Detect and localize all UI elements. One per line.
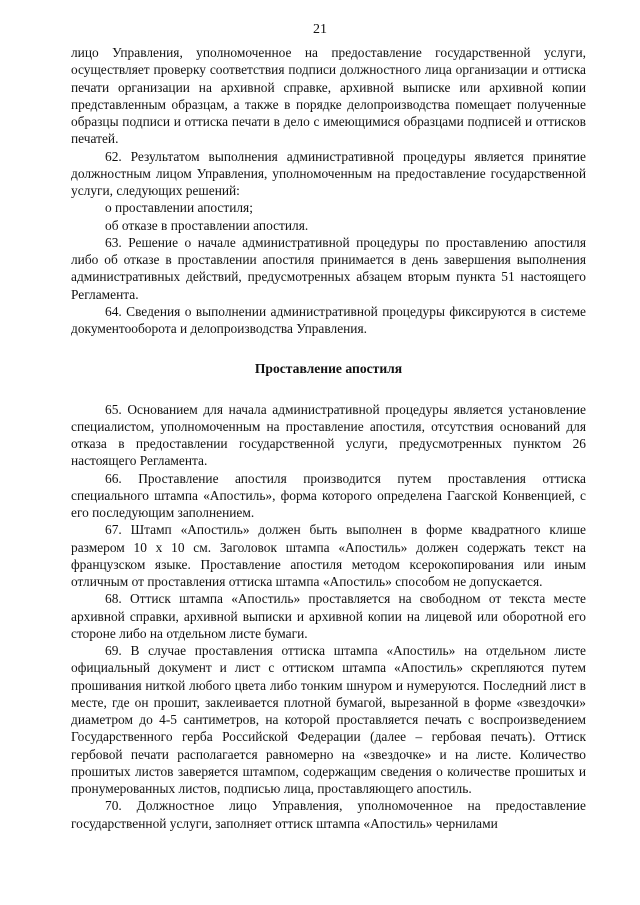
paragraph-64: 64. Сведения о выполнении административной процедуры фиксируются в системе документооборота и делопроизводства Управления. — [71, 303, 586, 336]
paragraph-62: 62. Результатом выполнения административной процедуры является принятие должностным лицом Управления, уполномоченным на предоставление государственной услуги, следующих решений: — [71, 148, 586, 198]
page-number: 21 — [313, 22, 327, 37]
paragraph-62-item-1: о проставлении апостиля; — [105, 200, 253, 216]
paragraph-70: 70. Должностное лицо Управления, уполномоченное на предоставление государственной услуги, заполняет оттиск штампа «Апостиль» чернилами — [71, 798, 586, 831]
document-body — [71, 44, 586, 832]
paragraph-63: 63. Решение о начале административной процедуры по проставлению апостиля либо об отказе в проставлении апостиля принимается в день завершения выполнения административных действий, предусмотренных абзацем вторым пункта 51 настоящего Регламента. — [71, 234, 586, 302]
paragraph-intro-continuation: лицо Управления, уполномоченное на предоставление государственной услуги, осуществляет проверку соответствия подписи должностного лица организации и оттиска печати организации на архивной справке, архивной выписке или архивной копии представленным образцам, а также в порядке делопроизводства помещает полученные образцы подписи и оттиска печати в дело с имеющимися образцами подписей и оттисков печатей. — [71, 45, 586, 147]
paragraph-67: 67. Штамп «Апостиль» должен быть выполнен в форме квадратного клише размером 10 x 10 см. Заголовок штампа «Апостиль» должен содержать текст на французском языке. Проставление апостиля методом ксерокопирования или иным отличным от проставления оттиска штампа «Апостиль» способом не допускается. — [71, 522, 586, 589]
paragraph-69: 69. В случае проставления оттиска штампа «Апостиль» на отдельном листе официальный документ и лист с оттиском штампа «Апостиль» скрепляются путем прошивания ниткой любого цвета либо тонким шнуром и нумеруются. Последний лист в месте, где он прошит, заклеивается плотной бумагой, вырезанной в форме «звездочки» диаметром до 4-5 сантиметров, на которой проставляется печать с воспроизведением Государственного герба Российской Федерации (далее – гербовая печать). Оттиск гербовой печати располагается равномерно на «звездочке» и на листе. Количество прошитых листов заверяется штампом, содержащим сведения о количестве прошитых и пронумерованных листов, подписью лица, проставляющего апостиль. — [71, 643, 586, 796]
section-heading: Проставление апостиля — [254, 361, 403, 377]
paragraph-62-item-2: об отказе в проставлении апостиля. — [105, 217, 309, 233]
paragraph-68: 68. Оттиск штампа «Апостиль» проставляется на свободном от текста месте архивной справки, архивной выписки и архивной копии на лицевой или оборотной его стороне либо на отдельном листе бумаги. — [71, 591, 586, 641]
paragraph-65: 65. Основанием для начала административной процедуры является установление специалистом, уполномоченным на проставление апостиля, отсутствия оснований для отказа в предоставлении государственной услуги, предусмотренных пунктом 26 настоящего Регламента. — [71, 401, 586, 469]
paragraph-66: 66. Проставление апостиля производится путем проставления оттиска специального штампа «Апостиль», форма которого определена Гаагской Конвенцией, с его последующим заполнением. — [71, 470, 586, 520]
